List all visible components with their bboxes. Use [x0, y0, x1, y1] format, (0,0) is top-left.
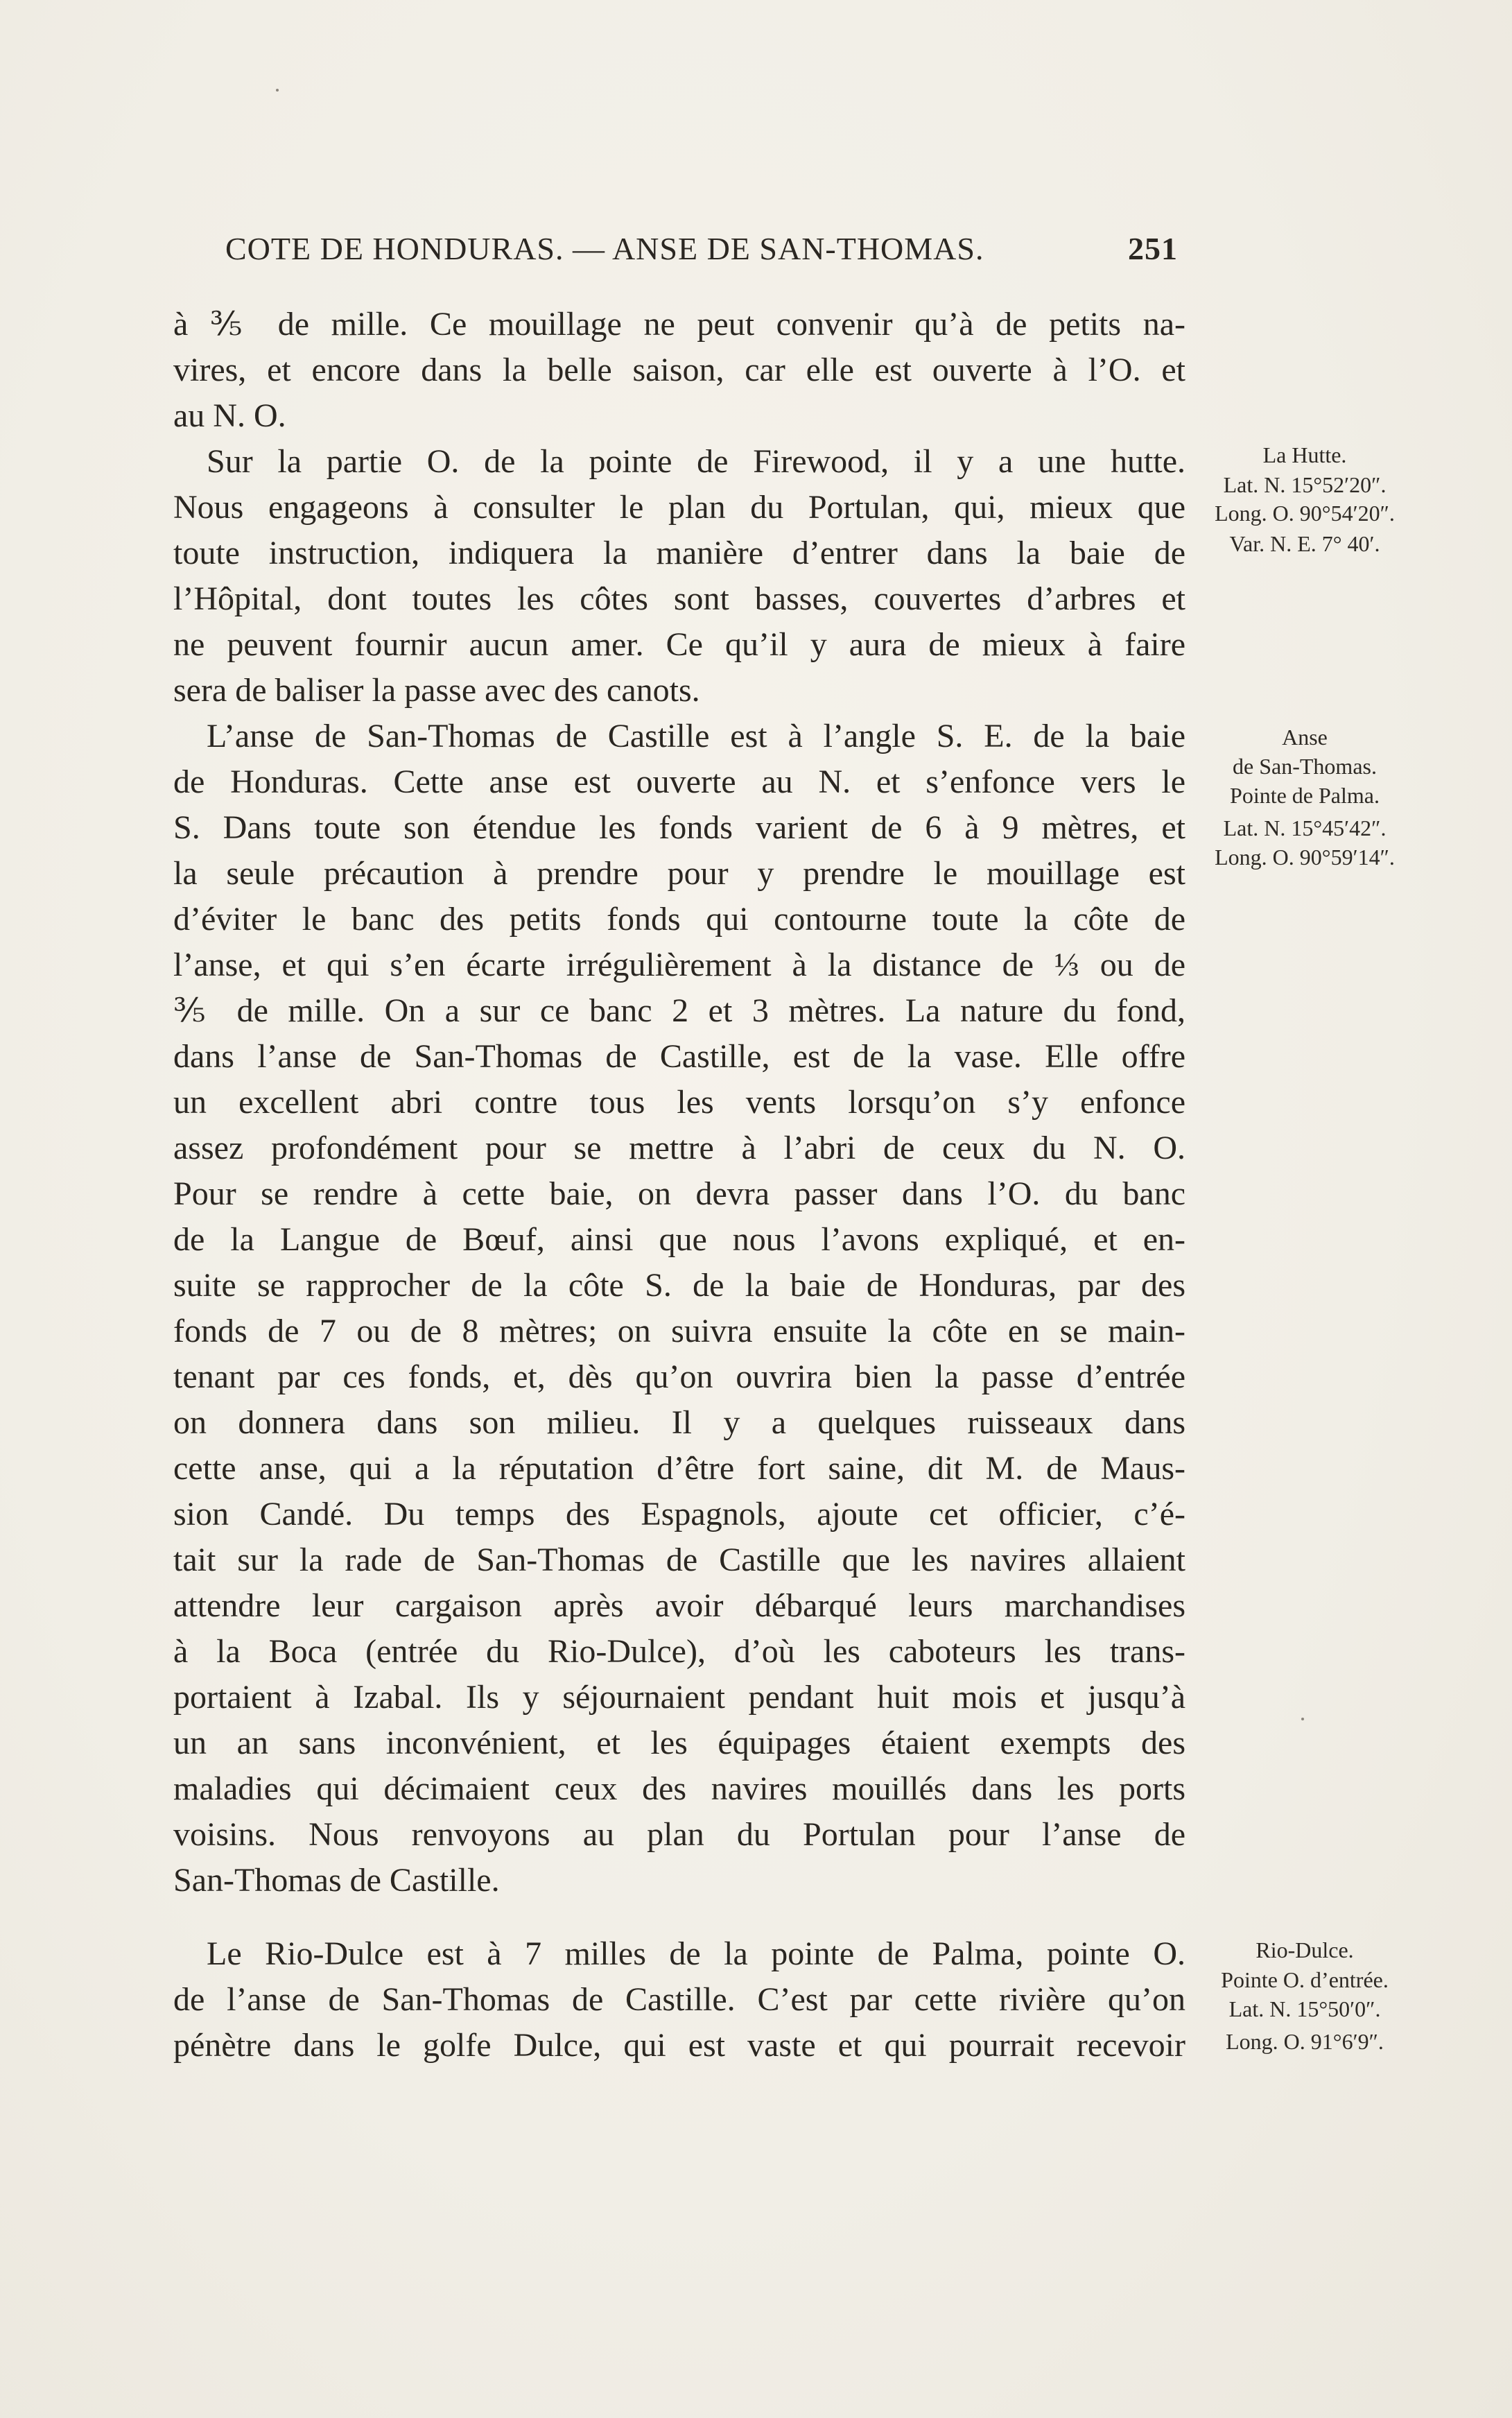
text-line: ⅗ de mille. On a sur ce banc 2 et 3 mètres. La nature du fond, — [173, 992, 1185, 1029]
text-line: Le Rio-Dulce est à 7 milles de la pointe de Palma, pointe O. — [207, 1935, 1185, 1972]
text-line: S. Dans toute son étendue les fonds varient de 6 à 9 mètres, et — [173, 809, 1185, 846]
note-line: Long. O. 90°54′20″. — [1215, 501, 1395, 526]
paper-speck — [276, 89, 279, 92]
note-line: Pointe O. d’entrée. — [1221, 1967, 1389, 1992]
text-line: ne peuvent fournir aucun amer. Ce qu’il y aura de mieux à faire — [173, 626, 1185, 663]
text-line: de Honduras. Cette anse est ouverte au N. et s’enfonce vers le — [173, 763, 1185, 800]
text-line: de l’anse de San-Thomas de Castille. C’est par cette rivière qu’on — [173, 1981, 1185, 2018]
text-line: la seule précaution à prendre pour y prendre le mouillage est — [173, 855, 1185, 892]
text-line: Sur la partie O. de la pointe de Firewood, il y a une hutte. — [207, 443, 1185, 480]
text-line: l’Hôpital, dont toutes les côtes sont basses, couvertes d’arbres et — [173, 580, 1185, 617]
note-line: Lat. N. 15°50′0″. — [1228, 1996, 1381, 2021]
text-line: L’anse de San-Thomas de Castille est à l’angle S. E. de la baie — [207, 718, 1185, 754]
note-line: Rio-Dulce. — [1255, 1937, 1354, 1962]
text-line: pénètre dans le golfe Dulce, qui est vaste et qui pourrait recevoir — [173, 2027, 1185, 2064]
note-line: Lat. N. 15°52′20″. — [1223, 472, 1387, 497]
text-line: maladies qui décimaient ceux des navires mouillés dans les ports — [173, 1770, 1185, 1807]
text-line: on donnera dans son milieu. Il y a quelques ruisseaux dans — [173, 1404, 1185, 1441]
note-line: Pointe de Palma. — [1230, 783, 1380, 808]
text-line: fonds de 7 ou de 8 mètres; on suivra ensuite la côte en se main- — [173, 1313, 1185, 1349]
note-line: Long. O. 90°59′14″. — [1215, 845, 1395, 870]
text-line: cette anse, qui a la réputation d’être fort saine, dit M. de Maus- — [173, 1450, 1185, 1487]
text-line: Nous engageons à consulter le plan du Portulan, qui, mieux que — [173, 489, 1185, 526]
text-line: à ⅗ de mille. Ce mouillage ne peut convenir qu’à de petits na- — [173, 306, 1185, 343]
note-line: Anse — [1282, 725, 1328, 750]
text-line: un excellent abri contre tous les vents lorsqu’on s’y enfonce — [173, 1084, 1185, 1121]
text-line: voisins. Nous renvoyons au plan du Portulan pour l’anse de — [173, 1816, 1185, 1853]
text-line: toute instruction, indiquera la manière d’entrer dans la baie de — [173, 535, 1185, 571]
text-line: suite se rapprocher de la côte S. de la baie de Honduras, par des — [173, 1267, 1185, 1304]
text-line: dans l’anse de San-Thomas de Castille, est de la vase. Elle offre — [173, 1038, 1185, 1075]
text-line: d’éviter le banc des petits fonds qui contourne toute la côte de — [173, 901, 1185, 938]
text-line: au N. O. — [173, 397, 286, 434]
note-line: La Hutte. — [1262, 442, 1347, 467]
text-line: Pour se rendre à cette baie, on devra passer dans l’O. du banc — [173, 1175, 1185, 1212]
text-line: attendre leur cargaison après avoir débarqué leurs marchandises — [173, 1587, 1185, 1624]
text-line: de la Langue de Bœuf, ainsi que nous l’avons expliqué, et en- — [173, 1221, 1185, 1258]
text-line: sera de baliser la passe avec des canots. — [173, 672, 700, 709]
header-title: COTE DE HONDURAS. — ANSE DE SAN-THOMAS. — [225, 231, 984, 266]
text-line: assez profondément pour se mettre à l’abri de ceux du N. O. — [173, 1130, 1185, 1166]
text-line: San-Thomas de Castille. — [173, 1862, 500, 1899]
text-line: sion Candé. Du temps des Espagnols, ajoute cet officier, c’é- — [173, 1496, 1185, 1532]
note-line: Long. O. 91°6′9″. — [1226, 2029, 1384, 2054]
text-line: un an sans inconvénient, et les équipages étaient exempts des — [173, 1725, 1185, 1761]
note-line: Var. N. E. 7° 40′. — [1229, 531, 1380, 556]
text-line: à la Boca (entrée du Rio-Dulce), d’où les caboteurs les trans- — [173, 1633, 1185, 1670]
note-line: Lat. N. 15°45′42″. — [1223, 815, 1387, 840]
text-line: tenant par ces fonds, et, dès qu’on ouvrira bien la passe d’entrée — [173, 1358, 1185, 1395]
text-line: tait sur la rade de San-Thomas de Castille que les navires allaient — [173, 1542, 1185, 1578]
note-line: de San-Thomas. — [1233, 754, 1377, 779]
paper-speck — [1301, 1718, 1304, 1720]
text-line: l’anse, et qui s’en écarte irrégulièrement à la distance de ⅓ ou de — [173, 947, 1185, 983]
text-line: vires, et encore dans la belle saison, car elle est ouverte à l’O. et — [173, 352, 1185, 388]
page-number: 251 — [1128, 231, 1178, 266]
text-line: portaient à Izabal. Ils y séjournaient pendant huit mois et jusqu’à — [173, 1679, 1185, 1716]
